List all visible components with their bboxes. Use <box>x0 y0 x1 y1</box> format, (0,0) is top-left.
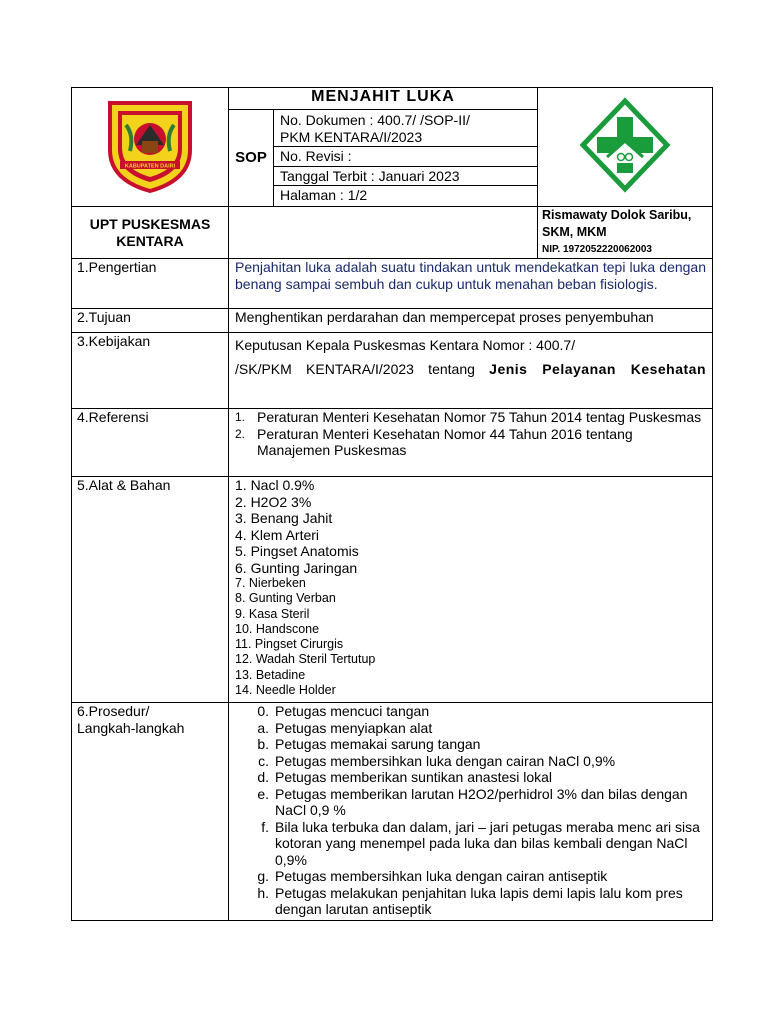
puskesmas-logo-icon <box>577 97 673 193</box>
doc-number: No. Dokumen : 400.7/ /SOP-II/ PKM KENTARA/I/2023 <box>274 110 537 147</box>
list-number: g. <box>257 868 269 884</box>
left-logo-cell <box>72 88 229 207</box>
list-item <box>229 736 706 753</box>
sop-table <box>71 87 713 921</box>
list-text: Petugas memakai sarung tangan <box>275 736 481 752</box>
list-number: e. <box>257 785 269 802</box>
document-meta-cell <box>274 110 538 207</box>
institution-name: UPT PUSKESMAS KENTARA <box>72 207 229 259</box>
section-label-pengertian: 1.Pengertian <box>72 259 229 309</box>
signatory-name: Rismawaty Dolok Saribu, SKM, MKM <box>542 208 692 239</box>
right-logo-cell <box>538 88 713 207</box>
signatory <box>538 207 713 259</box>
section-content-pengertian: Penjahitan luka adalah suatu tindakan untuk mendekatkan tepi luka dengan benang sampai sembuh dan cukup untuk menahan beban fisiologis. <box>229 259 713 309</box>
blank-cell <box>229 207 538 259</box>
list-text: Peraturan Menteri Kesehatan Nomor 44 Tahun 2016 tentang Manajemen Puskesmas <box>257 425 633 458</box>
dairi-regency-emblem-icon <box>100 95 200 195</box>
list-item: 8. Gunting Verban <box>235 591 336 606</box>
list-item <box>235 409 706 426</box>
list-item: 7. Nierbeken <box>235 576 306 590</box>
list-item: 4. Klem Arteri <box>235 526 320 543</box>
list-text: Petugas membersihkan luka dengan cairan antiseptik <box>275 868 608 884</box>
list-text: Peraturan Menteri Kesehatan Nomor 75 Tahun 2014 tentag Puskesmas <box>257 409 702 425</box>
page-number: Halaman : 1/2 <box>280 187 368 203</box>
list-text: Petugas memberikan larutan H2O2/perhidrol 3% dan bilas dengan NaCl 0,9 % <box>275 785 688 818</box>
list-number: a. <box>257 719 269 736</box>
list-item: 5. Pingset Anatomis <box>235 543 359 559</box>
section-content-referensi <box>229 409 713 477</box>
list-item <box>229 753 706 770</box>
list-item <box>229 819 706 869</box>
emblem-text: KABUPATEN DAIRI <box>124 163 176 170</box>
list-item <box>235 426 706 459</box>
list-number: d. <box>257 769 269 785</box>
referensi-list <box>235 409 706 459</box>
list-item <box>229 868 706 885</box>
list-text: Bila luka terbuka dan dalam, jari – jari petugas meraba menc ari sisa kotoran yang menempel pada luka dan bilas kembali dengan NaCl 0,9% <box>275 818 700 868</box>
list-item <box>229 885 706 918</box>
list-number: h. <box>257 884 269 901</box>
revision-number: No. Revisi : <box>274 147 537 167</box>
section-content-prosedur <box>229 703 713 921</box>
list-item: 1. Nacl 0.9% <box>235 477 315 493</box>
section-label-tujuan: 2.Tujuan <box>72 309 229 333</box>
list-item <box>229 769 706 786</box>
list-number: 2. <box>235 426 246 441</box>
list-text: Petugas membersihkan luka dengan cairan NaCl 0,9% <box>275 752 616 769</box>
sop-document <box>71 87 712 921</box>
prosedur-list <box>229 703 706 918</box>
signatory-nip: NIP. 1972052220062003 <box>542 244 652 255</box>
list-number: 1. <box>235 410 246 424</box>
list-item <box>229 786 706 819</box>
document-title: MENJAHIT LUKA <box>229 88 538 110</box>
list-item: 12. Wadah Steril Tertutup <box>235 652 376 667</box>
list-item <box>229 720 706 737</box>
issue-date: Tanggal Terbit : Januari 2023 <box>274 167 537 187</box>
list-item: 10. Handscone <box>235 621 320 636</box>
list-item: 9. Kasa Steril <box>235 606 310 621</box>
section-label-referensi: 4.Referensi <box>72 409 229 477</box>
list-number: b. <box>257 736 269 752</box>
list-text: Petugas menyiapkan alat <box>275 719 433 736</box>
section-content-tujuan: Menghentikan perdarahan dan mempercepat proses penyembuhan <box>229 309 713 333</box>
section-content-alat <box>229 477 713 703</box>
list-text: Petugas memberikan suntikan anastesi lokal <box>275 769 553 785</box>
list-item: 11. Pingset Cirurgis <box>235 637 344 652</box>
section-label-kebijakan: 3.Kebijakan <box>72 333 229 409</box>
section-label-alat: 5.Alat & Bahan <box>72 477 229 703</box>
alat-list <box>235 477 706 698</box>
sop-label: SOP <box>229 110 274 207</box>
section-label-prosedur: 6.Prosedur/ Langkah-langkah <box>72 703 229 921</box>
section-content-kebijakan: Keputusan Kepala Puskesmas Kentara Nomor : 400.7/ /SK/PKM KENTARA/I/2023 tentang Jenis Pelayanan Kesehatan <box>229 333 713 409</box>
list-item: 13. Betadine <box>235 667 306 682</box>
list-number: 0. <box>257 703 269 719</box>
list-item: 3. Benang Jahit <box>235 510 333 526</box>
list-item: 2. H2O2 3% <box>235 493 312 510</box>
list-text: Petugas mencuci tangan <box>275 703 430 719</box>
list-number: f. <box>261 818 269 835</box>
list-item: 6. Gunting Jaringan <box>235 559 358 576</box>
list-item <box>229 703 706 720</box>
list-item: 14. Needle Holder <box>235 683 336 698</box>
list-text: Petugas melakukan penjahitan luka lapis demi lapis lalu kom pres dengan larutan antiseptik <box>275 884 683 917</box>
list-number: c. <box>258 752 269 769</box>
